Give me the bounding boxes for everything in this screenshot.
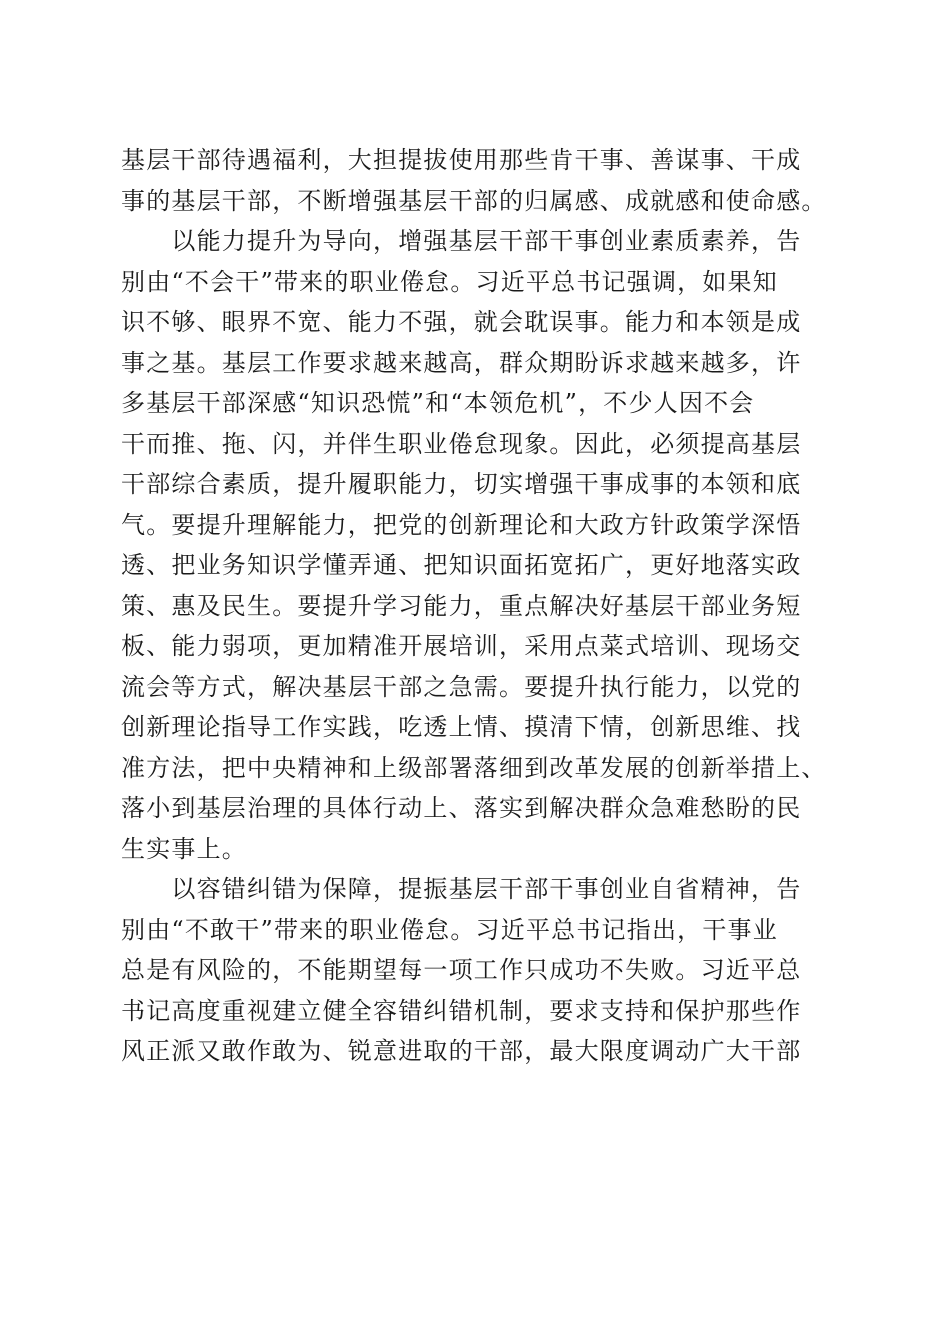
text-line: 书记高度重视建立健全容错纠错机制，要求支持和保护那些作 xyxy=(121,996,802,1025)
text-line: 总是有风险的，不能期望每一项工作只成功不失败。习近平总 xyxy=(121,956,802,984)
text-line: 透、把业务知识学懂弄通、把知识面拓宽拓广，更好地落实政 xyxy=(121,551,802,579)
paragraph-start-line: 以容错纠错为保障，提振基层干部干事创业自省精神，告 xyxy=(121,875,802,903)
text-line: 落小到基层治理的具体行动上、落实到解决群众急难愁盼的民 xyxy=(121,794,802,822)
text-line: 干而推、拖、闪，并伴生职业倦怠现象。因此，必须提高基层 xyxy=(121,429,802,458)
text-line: 生实事上。 xyxy=(121,834,247,863)
text-line: 创新理论指导工作实践，吃透上情、摸清下情，创新思维、找 xyxy=(121,713,802,741)
text-line: 事之基。基层工作要求越来越高，群众期盼诉求越来越多，许 xyxy=(121,348,802,377)
text-line: 识不够、眼界不宽、能力不强，就会耽误事。能力和本领是成 xyxy=(121,308,802,336)
text-line: 多基层干部深感“知识恐慌”和“本领危机”，不少人因不会 xyxy=(121,389,755,417)
text-line: 策、惠及民生。要提升学习能力，重点解决好基层干部业务短 xyxy=(121,591,802,620)
text-line: 流会等方式，解决基层干部之急需。要提升执行能力，以党的 xyxy=(121,672,802,701)
text-line: 准方法，把中央精神和上级部署落细到改革发展的创新举措上、 xyxy=(121,753,827,782)
text-line: 基层干部待遇福利，大担提拔使用那些肯干事、善谋事、干成 xyxy=(121,146,802,174)
body-text xyxy=(121,140,831,1072)
text-line: 别由“不会干”带来的职业倦怠。习近平总书记强调，如果知 xyxy=(121,267,778,296)
paragraph-start-line: 以能力提升为导向，增强基层干部干事创业素质素养，告 xyxy=(121,227,802,255)
text-line: 干部综合素质，提升履职能力，切实增强干事成事的本领和底 xyxy=(121,470,802,498)
text-line: 板、能力弱项，更加精准开展培训，采用点菜式培训、现场交 xyxy=(121,632,802,660)
text-line: 别由“不敢干”带来的职业倦怠。习近平总书记指出，干事业 xyxy=(121,915,778,944)
text-line: 事的基层干部，不断增强基层干部的归属感、成就感和使命感。 xyxy=(121,186,827,215)
text-line: 风正派又敢作敢为、锐意进取的干部，最大限度调动广大干部 xyxy=(121,1037,802,1065)
text-line: 气。要提升理解能力，把党的创新理论和大政方针政策学深悟 xyxy=(121,510,802,539)
